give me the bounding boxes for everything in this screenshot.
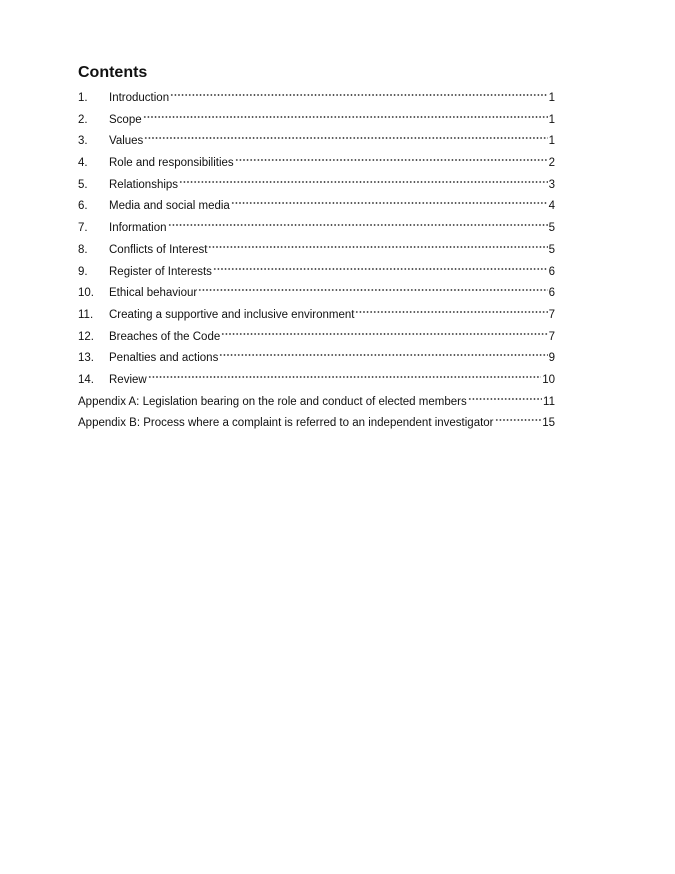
toc-entry[interactable] (78, 88, 555, 110)
toc-entry-page-number: 5 (548, 222, 555, 235)
dot-leader (231, 200, 548, 206)
table-of-contents (78, 88, 555, 435)
dot-leader (355, 309, 547, 315)
toc-entry-title: Role and responsibilities (109, 157, 234, 170)
toc-entry-title: Conflicts of Interest (109, 243, 208, 256)
toc-entry[interactable] (78, 240, 555, 262)
toc-entry-title: Creating a supportive and inclusive environment (109, 308, 355, 321)
toc-entry-number: 9. (78, 265, 88, 278)
toc-entry-page-number: 9 (548, 352, 555, 365)
toc-entry-number: 13. (78, 352, 94, 365)
toc-entry[interactable] (78, 283, 555, 305)
toc-entry-title: Review (109, 373, 147, 386)
toc-entry-title: Relationships (109, 178, 179, 191)
toc-entry[interactable] (78, 305, 555, 327)
toc-entry[interactable] (78, 153, 555, 175)
toc-entry-number: 3. (78, 135, 88, 148)
toc-entry[interactable] (78, 131, 555, 153)
dot-leader (143, 114, 548, 120)
toc-entry-page-number: 1 (548, 113, 555, 126)
toc-entry-number: 8. (78, 243, 88, 256)
toc-entry-title: Ethical behaviour (109, 287, 198, 300)
toc-entry-title: Information (109, 222, 167, 235)
toc-entry-title: Introduction (109, 92, 170, 104)
toc-entry-title: Values (109, 135, 144, 148)
toc-entry[interactable] (78, 175, 555, 197)
toc-entry-title: Register of Interests (109, 265, 212, 278)
dot-leader (213, 266, 548, 272)
dot-leader (235, 157, 548, 163)
toc-entry-number: 10. (78, 287, 94, 300)
page-title: Contents (78, 64, 148, 81)
toc-entry-page-number: 4 (548, 200, 555, 213)
toc-entry-page-number: 6 (548, 287, 555, 300)
dot-leader (468, 396, 542, 402)
toc-entry-page-number: 10 (542, 373, 555, 386)
dot-leader (198, 287, 547, 293)
toc-entry-title: Scope (109, 113, 142, 126)
toc-entry[interactable] (78, 413, 555, 435)
toc-entry-number: 14. (78, 373, 94, 386)
toc-entry-title: Media and social media (109, 200, 230, 213)
toc-entry-title: Appendix B: Process where a complaint is referred to an independent investigator (78, 417, 494, 430)
toc-entry-title: Penalties and actions (109, 352, 219, 365)
dot-leader (170, 92, 547, 98)
toc-entry-page-number: 3 (548, 178, 555, 191)
toc-entry-number: 12. (78, 330, 94, 343)
toc-entry[interactable] (78, 392, 555, 414)
dot-leader (221, 331, 547, 337)
toc-entry[interactable] (78, 218, 555, 240)
dot-leader (179, 179, 548, 185)
toc-entry-page-number: 6 (548, 265, 555, 278)
toc-entry-number: 1. (78, 92, 88, 104)
dot-leader (208, 244, 547, 250)
toc-entry[interactable] (78, 110, 555, 132)
toc-entry-number: 7. (78, 222, 88, 235)
toc-entry-title: Appendix A: Legislation bearing on the role and conduct of elected members (78, 395, 467, 408)
toc-entry-page-number: 1 (548, 92, 555, 104)
toc-entry[interactable] (78, 348, 555, 370)
toc-entry-number: 2. (78, 113, 88, 126)
toc-entry-number: 5. (78, 178, 88, 191)
toc-entry-page-number: 1 (548, 135, 555, 148)
toc-entry-page-number: 15 (542, 417, 555, 430)
dot-leader (148, 374, 541, 380)
toc-entry[interactable] (78, 262, 555, 284)
toc-entry-page-number: 5 (548, 243, 555, 256)
dot-leader (144, 135, 547, 141)
toc-entry[interactable] (78, 327, 555, 349)
toc-entry-number: 6. (78, 200, 88, 213)
dot-leader (495, 417, 542, 423)
toc-entry-page-number: 11 (543, 395, 555, 408)
toc-entry-title: Breaches of the Code (109, 330, 221, 343)
toc-entry-number: 4. (78, 157, 88, 170)
toc-entry-page-number: 2 (548, 157, 555, 170)
toc-entry-page-number: 7 (548, 308, 555, 321)
dot-leader (219, 352, 547, 358)
dot-leader (168, 222, 548, 228)
toc-entry-page-number: 7 (548, 330, 555, 343)
toc-entry[interactable] (78, 196, 555, 218)
toc-entry-number: 11. (78, 308, 94, 321)
toc-entry[interactable] (78, 370, 555, 392)
